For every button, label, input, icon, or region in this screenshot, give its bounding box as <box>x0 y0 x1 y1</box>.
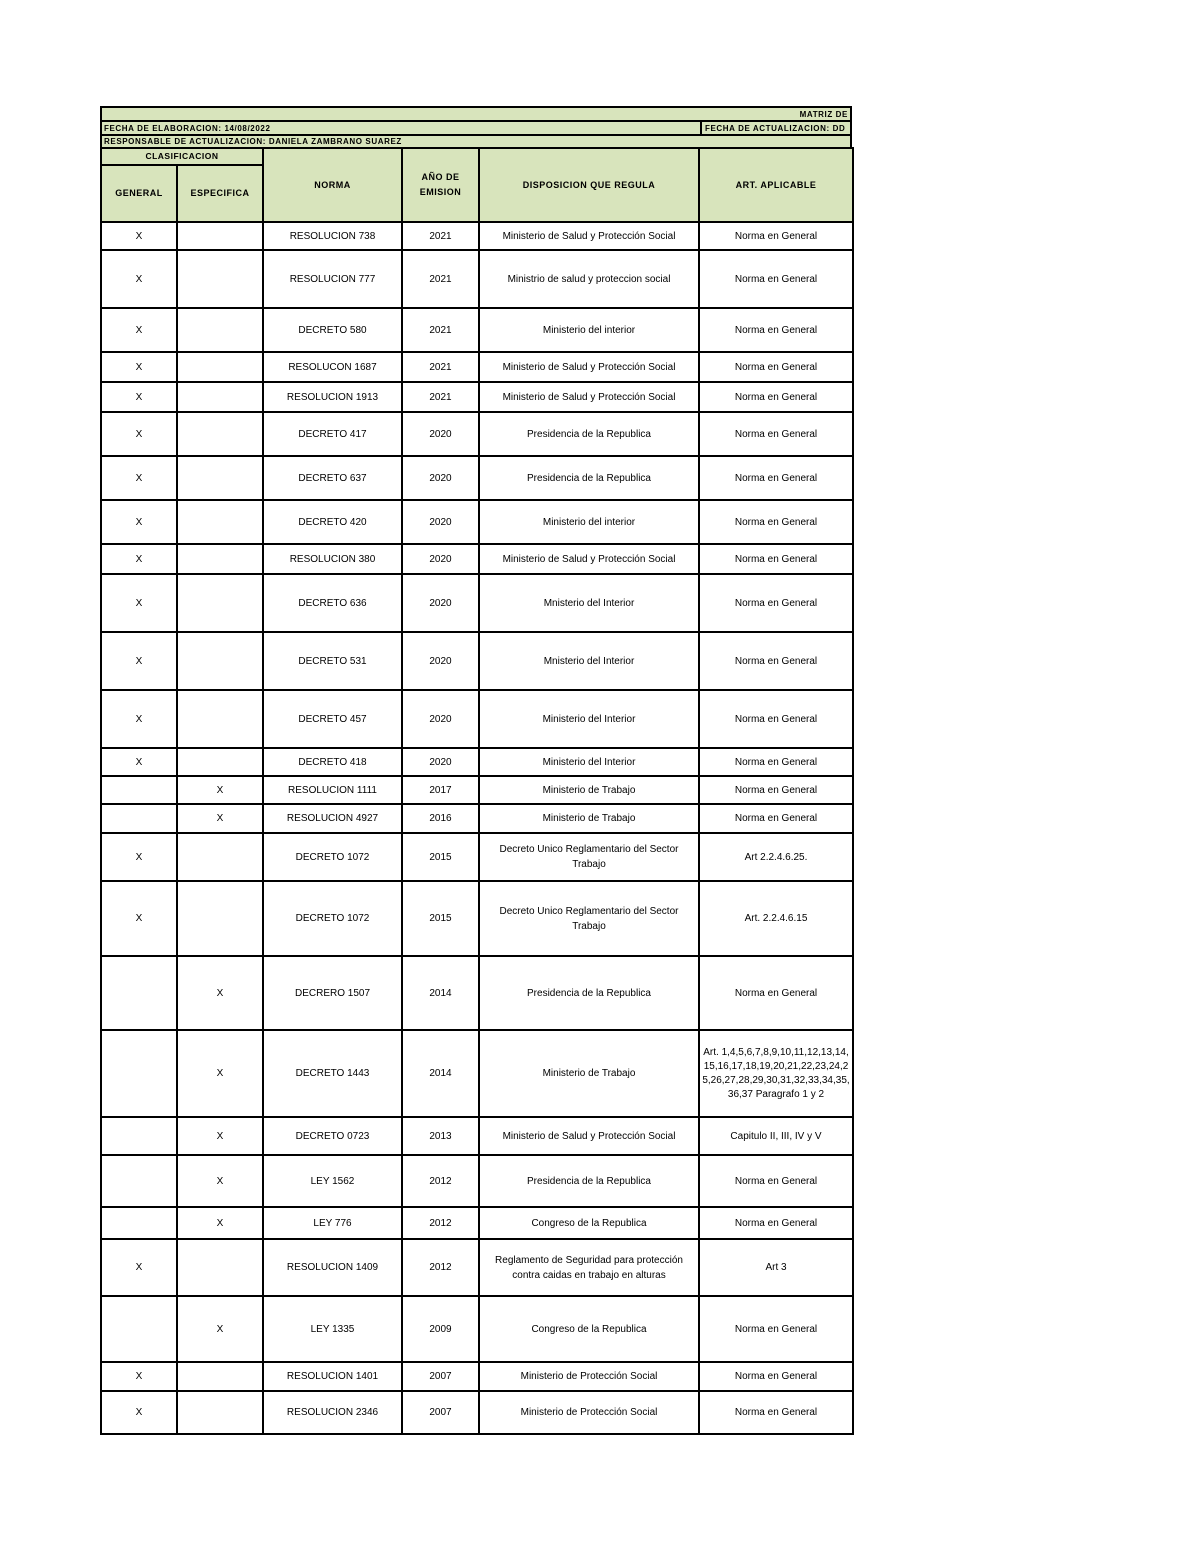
cell-norma: LEY 1562 <box>263 1155 402 1207</box>
cell-anio: 2020 <box>402 412 479 456</box>
cell-norma: DECRETO 457 <box>263 690 402 748</box>
cell-anio: 2015 <box>402 833 479 881</box>
cell-disposicion: Reglamento de Seguridad para protección contra caidas en trabajo en alturas <box>479 1239 699 1296</box>
cell-anio: 2012 <box>402 1207 479 1239</box>
cell-especifica <box>177 308 263 352</box>
table-row <box>101 222 853 250</box>
cell-norma: RESOLUCION 738 <box>263 222 402 250</box>
header-norma: NORMA <box>263 148 402 222</box>
cell-especifica <box>177 748 263 776</box>
cell-articulo: Norma en General <box>699 632 853 690</box>
header-articulo: ART. APLICABLE <box>699 148 853 222</box>
cell-anio: 2021 <box>402 382 479 412</box>
table-row <box>101 1362 853 1391</box>
cell-general: X <box>101 412 177 456</box>
cell-norma: DECRETO 420 <box>263 500 402 544</box>
cell-anio: 2020 <box>402 544 479 574</box>
cell-general <box>101 1296 177 1362</box>
cell-especifica: X <box>177 776 263 804</box>
cell-especifica <box>177 690 263 748</box>
cell-especifica <box>177 544 263 574</box>
cell-especifica <box>177 1391 263 1434</box>
cell-especifica: X <box>177 1296 263 1362</box>
cell-disposicion: Presidencia de la Republica <box>479 1155 699 1207</box>
table-row <box>101 690 853 748</box>
cell-norma: RESOLUCION 380 <box>263 544 402 574</box>
header-general: GENERAL <box>101 165 177 222</box>
cell-anio: 2021 <box>402 222 479 250</box>
cell-general: X <box>101 748 177 776</box>
cell-articulo: Capitulo II, III, IV y V <box>699 1117 853 1155</box>
cell-articulo: Norma en General <box>699 690 853 748</box>
cell-anio: 2021 <box>402 250 479 308</box>
table-row <box>101 308 853 352</box>
cell-articulo: Art 3 <box>699 1239 853 1296</box>
cell-norma: RESOLUCION 1913 <box>263 382 402 412</box>
cell-anio: 2012 <box>402 1239 479 1296</box>
cell-norma: DECRETO 636 <box>263 574 402 632</box>
cell-general: X <box>101 1362 177 1391</box>
cell-disposicion: Ministerio de Protección Social <box>479 1391 699 1434</box>
cell-general: X <box>101 544 177 574</box>
cell-disposicion: Mnisterio del Interior <box>479 632 699 690</box>
table-row <box>101 632 853 690</box>
cell-articulo: Norma en General <box>699 1362 853 1391</box>
cell-articulo: Art. 2.2.4.6.15 <box>699 881 853 956</box>
cell-general: X <box>101 308 177 352</box>
cell-anio: 2013 <box>402 1117 479 1155</box>
cell-general: X <box>101 382 177 412</box>
table-row <box>101 456 853 500</box>
cell-disposicion: Ministerio del Interior <box>479 748 699 776</box>
responsable: RESPONSABLE DE ACTUALIZACION: DANIELA ZAMBRANO SUAREZ <box>104 137 402 146</box>
cell-disposicion: Mnisterio del Interior <box>479 574 699 632</box>
table-row <box>101 881 853 956</box>
cell-articulo: Art 2.2.4.6.25. <box>699 833 853 881</box>
cell-anio: 2021 <box>402 352 479 382</box>
cell-articulo: Norma en General <box>699 804 853 833</box>
dates-row <box>100 120 852 134</box>
cell-norma: DECRETO 0723 <box>263 1117 402 1155</box>
cell-disposicion: Ministerio de Salud y Protección Social <box>479 382 699 412</box>
cell-norma: LEY 776 <box>263 1207 402 1239</box>
table-row <box>101 1155 853 1207</box>
cell-disposicion: Decreto Unico Reglamentario del Sector Trabajo <box>479 881 699 956</box>
cell-especifica <box>177 500 263 544</box>
cell-disposicion: Presidencia de la Republica <box>479 412 699 456</box>
table-row <box>101 1239 853 1296</box>
cell-general: X <box>101 833 177 881</box>
cell-disposicion: Ministerio de Trabajo <box>479 776 699 804</box>
cell-anio: 2012 <box>402 1155 479 1207</box>
cell-norma: RESOLUCON 1687 <box>263 352 402 382</box>
cell-disposicion: Decreto Unico Reglamentario del Sector Trabajo <box>479 833 699 881</box>
table-row <box>101 956 853 1030</box>
cell-articulo: Norma en General <box>699 412 853 456</box>
cell-especifica <box>177 632 263 690</box>
cell-norma: DECRETO 1072 <box>263 881 402 956</box>
cell-norma: RESOLUCION 1409 <box>263 1239 402 1296</box>
cell-anio: 2020 <box>402 456 479 500</box>
cell-articulo: Norma en General <box>699 500 853 544</box>
cell-articulo: Norma en General <box>699 748 853 776</box>
cell-general <box>101 1117 177 1155</box>
cell-disposicion: Presidencia de la Republica <box>479 456 699 500</box>
cell-articulo: Norma en General <box>699 1296 853 1362</box>
cell-articulo: Norma en General <box>699 544 853 574</box>
table-row <box>101 833 853 881</box>
cell-anio: 2020 <box>402 748 479 776</box>
cell-general: X <box>101 250 177 308</box>
cell-especifica: X <box>177 1030 263 1117</box>
cell-general: X <box>101 574 177 632</box>
cell-norma: DECRETO 637 <box>263 456 402 500</box>
cell-especifica <box>177 833 263 881</box>
cell-disposicion: Ministerio del interior <box>479 308 699 352</box>
cell-anio: 2007 <box>402 1362 479 1391</box>
cell-articulo: Norma en General <box>699 250 853 308</box>
cell-anio: 2020 <box>402 574 479 632</box>
cell-articulo: Norma en General <box>699 1207 853 1239</box>
cell-articulo: Norma en General <box>699 308 853 352</box>
matrix-title-row <box>100 106 852 120</box>
header-especifica: ESPECIFICA <box>177 165 263 222</box>
cell-general: X <box>101 1239 177 1296</box>
cell-especifica: X <box>177 1155 263 1207</box>
cell-disposicion: Presidencia de la Republica <box>479 956 699 1030</box>
cell-articulo: Norma en General <box>699 382 853 412</box>
cell-general: X <box>101 632 177 690</box>
cell-disposicion: Congreso de la Republica <box>479 1296 699 1362</box>
table-row <box>101 544 853 574</box>
cell-especifica <box>177 352 263 382</box>
cell-anio: 2020 <box>402 500 479 544</box>
table-row <box>101 1391 853 1434</box>
cell-norma: DECRETO 1443 <box>263 1030 402 1117</box>
legal-matrix-table <box>100 147 854 1435</box>
cell-norma: RESOLUCION 1111 <box>263 776 402 804</box>
table-row <box>101 352 853 382</box>
table-row <box>101 1296 853 1362</box>
cell-disposicion: Congreso de la Republica <box>479 1207 699 1239</box>
cell-general: X <box>101 352 177 382</box>
cell-anio: 2020 <box>402 632 479 690</box>
cell-norma: RESOLUCION 1401 <box>263 1362 402 1391</box>
cell-general: X <box>101 500 177 544</box>
cell-disposicion: Ministerio de Protección Social <box>479 1362 699 1391</box>
cell-norma: RESOLUCION 4927 <box>263 804 402 833</box>
table-row <box>101 250 853 308</box>
cell-disposicion: Ministerio del interior <box>479 500 699 544</box>
cell-especifica <box>177 574 263 632</box>
cell-articulo: Norma en General <box>699 1155 853 1207</box>
cell-general <box>101 776 177 804</box>
cell-anio: 2009 <box>402 1296 479 1362</box>
cell-norma: DECRETO 1072 <box>263 833 402 881</box>
cell-disposicion: Ministerio de Salud y Protección Social <box>479 1117 699 1155</box>
cell-especifica <box>177 382 263 412</box>
table-row <box>101 1030 853 1117</box>
cell-anio: 2021 <box>402 308 479 352</box>
cell-disposicion: Ministerio de Trabajo <box>479 1030 699 1117</box>
header-anio: AÑO DE EMISION <box>402 148 479 222</box>
cell-norma: DECRERO 1507 <box>263 956 402 1030</box>
cell-general: X <box>101 222 177 250</box>
cell-articulo: Norma en General <box>699 776 853 804</box>
cell-articulo: Art. 1,4,5,6,7,8,9,10,11,12,13,14,15,16,17,18,19,20,21,22,23,24,25,26,27,28,29,30,31,32,33,34,35,36,37 Paragrafo 1 y 2 <box>699 1030 853 1117</box>
cell-especifica: X <box>177 804 263 833</box>
matrix-sheet <box>100 106 852 1435</box>
cell-disposicion: Ministerio de Salud y Protección Social <box>479 352 699 382</box>
table-row <box>101 1207 853 1239</box>
cell-norma: RESOLUCION 777 <box>263 250 402 308</box>
table-row <box>101 1117 853 1155</box>
cell-disposicion: Ministerio de Salud y Protección Social <box>479 544 699 574</box>
cell-especifica <box>177 222 263 250</box>
cell-norma: LEY 1335 <box>263 1296 402 1362</box>
cell-anio: 2020 <box>402 690 479 748</box>
cell-articulo: Norma en General <box>699 222 853 250</box>
header-disposicion: DISPOSICION QUE REGULA <box>479 148 699 222</box>
cell-general <box>101 1155 177 1207</box>
cell-norma: DECRETO 580 <box>263 308 402 352</box>
cell-articulo: Norma en General <box>699 574 853 632</box>
cell-general: X <box>101 690 177 748</box>
fecha-actualizacion: FECHA DE ACTUALIZACION: DD <box>700 122 845 134</box>
cell-disposicion: Ministrio de salud y proteccion social <box>479 250 699 308</box>
cell-anio: 2007 <box>402 1391 479 1434</box>
cell-disposicion: Ministerio de Trabajo <box>479 804 699 833</box>
cell-general: X <box>101 881 177 956</box>
responsable-row <box>100 134 852 147</box>
table-row <box>101 776 853 804</box>
cell-disposicion: Ministerio de Salud y Protección Social <box>479 222 699 250</box>
table-row <box>101 574 853 632</box>
cell-anio: 2017 <box>402 776 479 804</box>
table-body <box>101 222 853 1434</box>
cell-especifica: X <box>177 1117 263 1155</box>
cell-norma: DECRETO 417 <box>263 412 402 456</box>
cell-norma: RESOLUCION 2346 <box>263 1391 402 1434</box>
cell-general <box>101 1030 177 1117</box>
cell-anio: 2015 <box>402 881 479 956</box>
cell-especifica <box>177 1362 263 1391</box>
cell-articulo: Norma en General <box>699 456 853 500</box>
header-clasificacion: CLASIFICACION <box>101 148 263 165</box>
cell-especifica: X <box>177 1207 263 1239</box>
cell-anio: 2014 <box>402 956 479 1030</box>
cell-general <box>101 956 177 1030</box>
cell-anio: 2014 <box>402 1030 479 1117</box>
cell-especifica <box>177 1239 263 1296</box>
cell-especifica <box>177 456 263 500</box>
cell-norma: DECRETO 418 <box>263 748 402 776</box>
cell-articulo: Norma en General <box>699 352 853 382</box>
cell-especifica <box>177 412 263 456</box>
cell-general <box>101 1207 177 1239</box>
cell-articulo: Norma en General <box>699 1391 853 1434</box>
cell-articulo: Norma en General <box>699 956 853 1030</box>
table-row <box>101 412 853 456</box>
cell-especifica <box>177 250 263 308</box>
table-row <box>101 804 853 833</box>
cell-general: X <box>101 1391 177 1434</box>
matrix-title: MATRIZ DE <box>799 110 848 119</box>
cell-general: X <box>101 456 177 500</box>
cell-especifica <box>177 881 263 956</box>
fecha-elaboracion: FECHA DE ELABORACION: 14/08/2022 <box>104 124 271 133</box>
cell-especifica: X <box>177 956 263 1030</box>
table-row <box>101 500 853 544</box>
cell-disposicion: Ministerio del Interior <box>479 690 699 748</box>
cell-norma: DECRETO 531 <box>263 632 402 690</box>
cell-anio: 2016 <box>402 804 479 833</box>
cell-general <box>101 804 177 833</box>
table-row <box>101 748 853 776</box>
table-row <box>101 382 853 412</box>
